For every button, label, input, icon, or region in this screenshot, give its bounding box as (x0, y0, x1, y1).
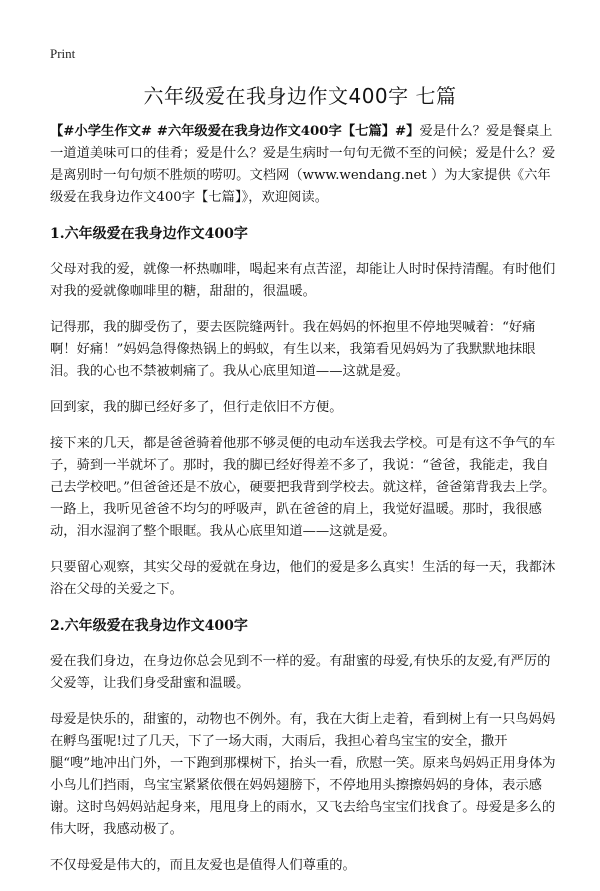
paragraph: 接下来的几天，都是爸爸骑着他那不够灵便的电动车送我去学校。可是有这不争气的车子，骑到一半就坏了。那时，我的脚已经好得差不多了，我说：“爸爸，我能走，我自己去学校吧。”但爸爸还是不放心，硬要把我背到学校去。就这样，爸爸第背我去上学。一路上，我听见爸爸不均匀的呼吸声，趴在爸爸的肩上，我觉好温暖。那时，我很感动，泪水湿润了整个眼眶。我从心底里知道——这就是爱。 (50, 436, 556, 539)
page-title: 六年级爱在我身边作文400字 七篇 (143, 84, 457, 108)
article-body (50, 121, 556, 891)
paragraph: 记得那，我的脚受伤了，要去医院缝两针。我在妈妈的怀抱里不停地哭喊着：“好痛啊！好痛！”妈妈急得像热锅上的蚂蚁，有生以来，我第看见妈妈为了我默默地抹眼泪。我的心也不禁被刺痛了。我从心底里知道——这就是爱。 (50, 320, 536, 379)
print-link[interactable]: Print (50, 46, 76, 61)
intro-paragraph (50, 121, 556, 209)
paragraph: 爱在我们身边，在身边你总会见到不一样的爱。有甜蜜的母爱,有快乐的友爱,有严厉的父爱等，让我们身受甜蜜和温暖。 (50, 654, 551, 691)
section-heading-1: 1.六年级爱在我身边作文400字 (50, 226, 248, 242)
paragraph: 父母对我的爱，就像一杯热咖啡，喝起来有点苦涩，却能让人时时保持清醒。有时他们对我的爱就像咖啡里的糖，甜甜的，很温暖。 (50, 262, 556, 299)
paragraph: 母爱是快乐的，甜蜜的，动物也不例外。有，我在大街上走着，看到树上有一只鸟妈妈在孵鸟蛋呢!过了几天，下了一场大雨，大雨后，我担心着鸟宝宝的安全，撒开腿“嗖”地冲出门外，一下跑到那棵树下，抬头一看，欣慰一笑。原来鸟妈妈正用身体为小鸟儿们挡雨，鸟宝宝紧紧依偎在妈妈翅膀下，不停地用头擦擦妈妈的身体，表示感谢。这时鸟妈妈站起身来，甩甩身上的雨水，又飞去给鸟宝宝们找食了。母爱是多么的伟大呀，我感动极了。 (50, 712, 556, 837)
section-heading-2: 2.六年级爱在我身边作文400字 (50, 618, 248, 634)
intro-text: 爱是什么？爱是餐桌上一道道美味可口的佳肴；爱是什么？爱是生病时一句句无微不至的问候；爱是什么？爱是离别时一句句烦不胜烦的唠叨。文档网（www.wendang.net ）为大家提供《六年级爱在我身边作文400字【七篇】》，欢迎阅读。 (50, 124, 556, 205)
paragraph: 回到家，我的脚已经好多了，但行走依旧不方便。 (50, 400, 343, 415)
paragraph: 只要留心观察，其实父母的爱就在身边，他们的爱是多么真实！生活的每一天，我都沐浴在父母的关爱之下。 (50, 560, 556, 597)
paragraph: 不仅母爱是伟大的，而且友爱也是值得人们尊重的。 (50, 858, 356, 873)
intro-tags: 【#小学生作文# #六年级爱在我身边作文400字【七篇】#】 (50, 124, 420, 139)
